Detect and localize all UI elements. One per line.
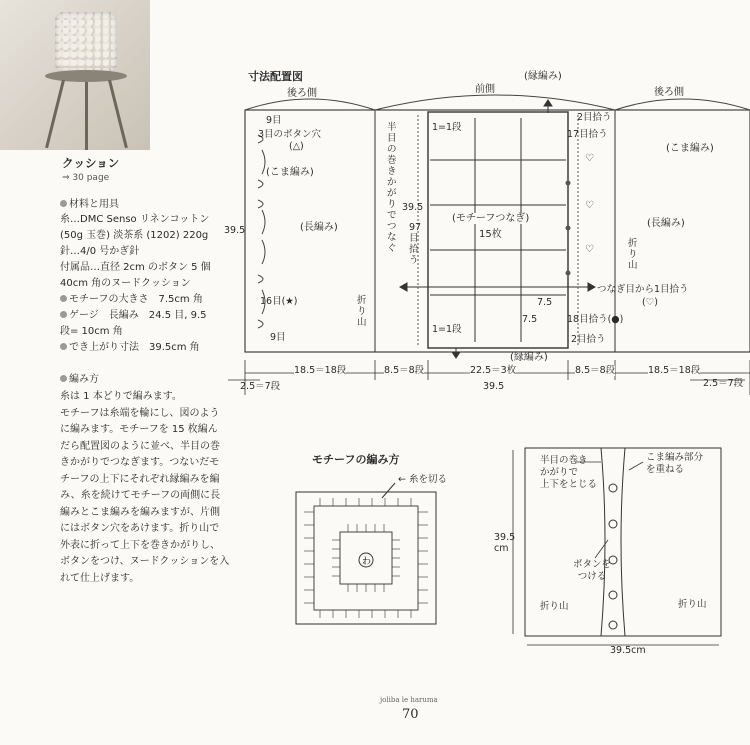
label-16-stitches: 16目(★) bbox=[260, 296, 298, 307]
label-naga-right: (長編み) bbox=[647, 218, 685, 229]
label-motif-join: (モチーフつなぎ) bbox=[452, 213, 530, 224]
heart-icon: ♡ bbox=[585, 200, 594, 211]
gauge-line: ゲージ 長編み 24.5 目, 9.5 bbox=[60, 308, 207, 324]
label-edge-bottom: (縁編み) bbox=[510, 352, 548, 363]
overlap-left bbox=[601, 448, 605, 636]
label-size-75b: 7.5 bbox=[522, 314, 538, 325]
label-join-heart: (♡) bbox=[642, 297, 658, 308]
ring-label: わ bbox=[362, 557, 372, 567]
label-9-stitches-bottom: 9目 bbox=[270, 332, 286, 343]
method-line: 外表に折って上下を巻きかがりし、 bbox=[60, 539, 220, 551]
assembly-height: 39.5 cm bbox=[494, 532, 516, 554]
label-triangle: (△) bbox=[289, 141, 304, 152]
motif-size: モチーフの大きさ 7.5cm 角 bbox=[60, 292, 203, 308]
label-motif-count: 15枚 bbox=[479, 229, 502, 240]
motif-title: モチーフの編み方 bbox=[312, 453, 400, 466]
method-line: にはボタン穴をあけます。折り山で bbox=[60, 523, 220, 534]
button-marks bbox=[609, 484, 617, 629]
label-fold-left: 折り山 bbox=[357, 295, 367, 328]
dim-side-left: 8.5＝8段 bbox=[384, 365, 425, 376]
label-height: 39.5 bbox=[402, 202, 424, 213]
label-row-top: 1=1段 bbox=[432, 122, 462, 133]
label-row-bottom: 1=1段 bbox=[432, 324, 462, 335]
page-ref-text: 30 page bbox=[72, 173, 110, 183]
dim-edge-left: 2.5＝7段 bbox=[240, 381, 281, 392]
yarn-line: 糸…DMC Senso リネンコットン bbox=[60, 214, 210, 225]
label-9-stitches: 9目 bbox=[266, 115, 282, 126]
motif-chart bbox=[290, 480, 450, 630]
method-line: に編みます。モチーフを 15 枚編ん bbox=[60, 424, 218, 435]
dim-back-right: 18.5＝18段 bbox=[648, 365, 701, 376]
method-line: み、糸を続けてモチーフの両側に長 bbox=[60, 490, 221, 501]
note-buttons: ボタンを つける bbox=[573, 559, 612, 582]
assembly-width: 39.5cm bbox=[610, 645, 646, 656]
arc-front bbox=[375, 95, 615, 110]
extras-line: 40cm 角のヌードクッション bbox=[60, 278, 191, 289]
dim-total-width: 39.5 bbox=[483, 381, 505, 392]
method-line: モチーフは糸端を輪にし、図のよう bbox=[60, 407, 220, 419]
extras-line: 付属品…直径 2cm のボタン 5 個 bbox=[60, 262, 211, 273]
dim-back-left: 18.5＝18段 bbox=[294, 365, 347, 376]
assembly-fold-left: 折り山 bbox=[540, 601, 569, 612]
label-back-left: 後ろ側 bbox=[287, 88, 317, 99]
arc-back-right bbox=[615, 99, 750, 110]
dim-motif: 22.5＝3枚 bbox=[470, 365, 517, 376]
label-back-right: 後ろ側 bbox=[654, 87, 684, 98]
page-reference[interactable]: ⇒ 30 page bbox=[62, 173, 110, 183]
finished-size: でき上がり寸法 39.5cm 角 bbox=[60, 340, 200, 356]
label-cut-yarn: ← 糸を切る bbox=[398, 474, 447, 485]
label-pick-17: 17目拾う bbox=[567, 129, 608, 140]
method-heading: 編み方 bbox=[60, 372, 99, 388]
label-front: 前側 bbox=[475, 84, 495, 95]
label-naga-left: (長編み) bbox=[300, 222, 338, 233]
label-pick-2-bottom: 2目拾う bbox=[571, 334, 606, 345]
method-line: きかがりでつなぎます。つないだモ bbox=[60, 457, 220, 468]
assembly-fold-right: 折り山 bbox=[678, 599, 707, 610]
needle-line: 針…4/0 号かぎ針 bbox=[60, 246, 140, 257]
note-overlap: こま編み部分 を重ねる bbox=[646, 452, 704, 475]
note-stitch-close: 半目の巻き かがりで 上下をとじる bbox=[540, 455, 598, 490]
diagram-title: 寸法配置図 bbox=[248, 70, 303, 83]
gauge-line: 段= 10cm 角 bbox=[60, 326, 123, 337]
label-koma-left: (こま編み) bbox=[266, 167, 314, 178]
label-buttonhole: 3目のボタン穴 bbox=[258, 129, 322, 140]
method-line: ボタンをつけ、ヌードクッションを入 bbox=[60, 556, 230, 567]
label-size-75a: 7.5 bbox=[537, 297, 553, 308]
yarn-line: (50g 玉巻) 淡茶系 (1202) 220g bbox=[60, 230, 209, 241]
method-line: れて仕上げます。 bbox=[60, 572, 140, 584]
label-left-height: 39.5 bbox=[224, 225, 246, 236]
label-edge-top: (縁編み) bbox=[524, 71, 562, 82]
dim-edge-right: 2.5＝7段 bbox=[703, 378, 744, 389]
method-line: 編みとこま編みを編みますが、片側 bbox=[60, 506, 220, 518]
overlap-right bbox=[621, 448, 625, 636]
page-number: 70 bbox=[402, 707, 419, 722]
dim-side-right: 8.5＝8段 bbox=[575, 365, 616, 376]
heart-icon: ♡ bbox=[585, 153, 594, 164]
arc-back-left bbox=[245, 99, 375, 110]
label-koma-right: (こま編み) bbox=[666, 143, 714, 154]
materials-heading: 材料と用具 bbox=[60, 197, 119, 213]
footer-brand: joliba le haruma bbox=[380, 696, 438, 704]
cut-pointer bbox=[382, 483, 395, 498]
label-pick-2-top: 2目拾う bbox=[577, 112, 612, 123]
label-join-pick: つなぎ目から1目拾う bbox=[597, 284, 689, 295]
label-pick-97: 97目拾う bbox=[409, 222, 422, 266]
product-title: クッション bbox=[62, 156, 120, 170]
method-line: だら配置図のように並べ、半目の巻 bbox=[60, 440, 220, 452]
heart-icon: ♡ bbox=[585, 244, 594, 255]
label-pick-18: 18目拾う(●) bbox=[567, 314, 624, 325]
method-line: チーフの上下にそれぞれ縁編みを編 bbox=[60, 473, 220, 485]
label-fold-right: 折り山 bbox=[628, 238, 638, 271]
method-line: 糸は 1 本どりで編みます。 bbox=[60, 391, 182, 402]
label-vertical-note: 半目の巻きかがりでつなぐ bbox=[387, 122, 397, 254]
